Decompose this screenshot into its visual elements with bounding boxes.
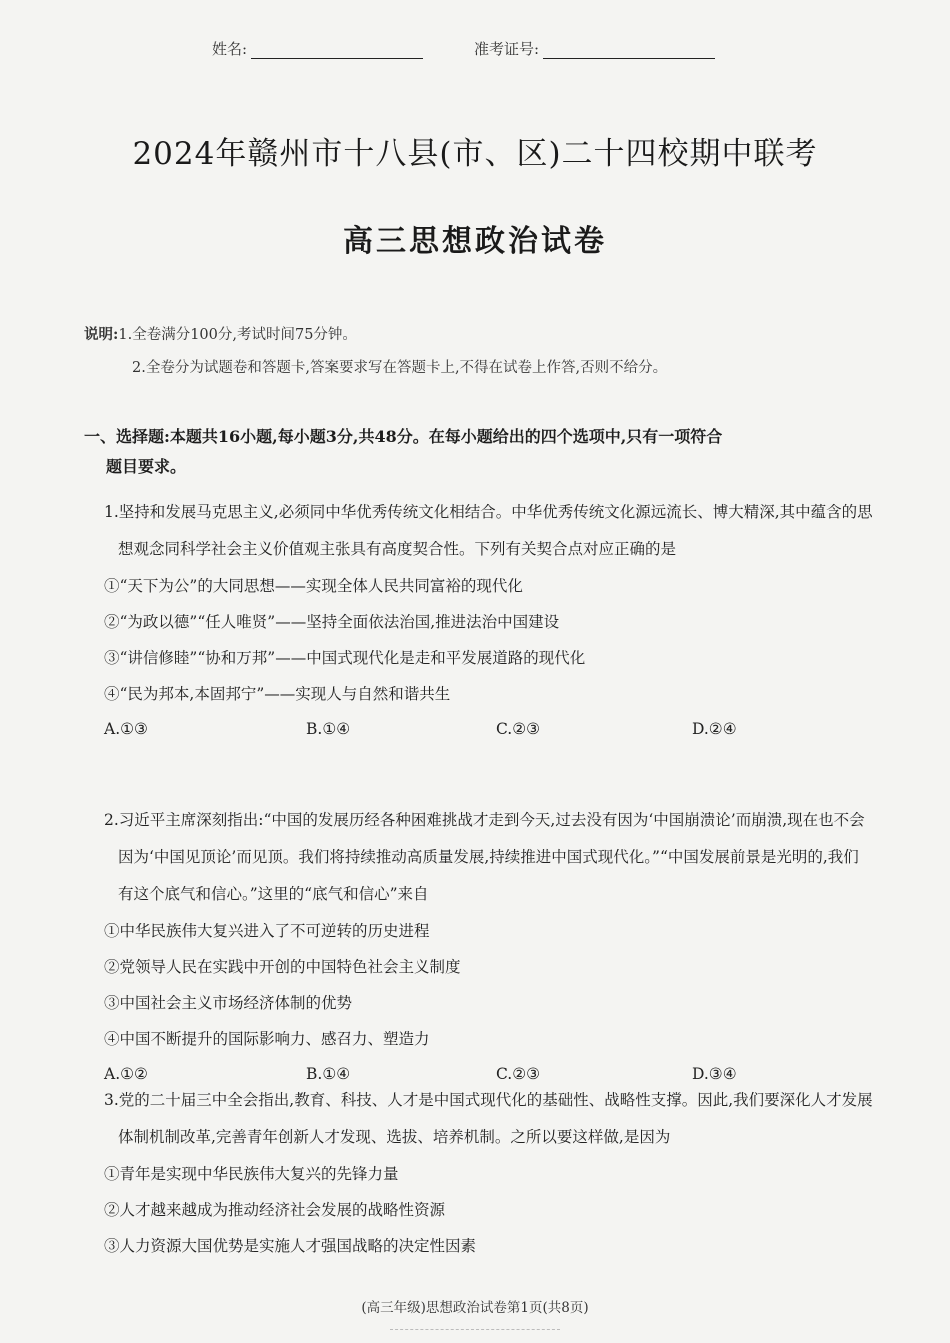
statement-option: ②党领导人民在实践中开创的中国特色社会主义制度	[104, 958, 461, 976]
question-stem: 3.党的二十届三中全会指出,教育、科技、人才是中国式现代化的基础性、战略性支撑。因此,我们要深化人才发展体制机制改革,完善青年创新人才发现、选拔、培养机制。之所以要这样做,是因为	[104, 1091, 873, 1146]
name-blank-line	[251, 42, 423, 59]
statement-option: ③人力资源大国优势是实施人才强国战略的决定性因素	[104, 1237, 477, 1255]
instruction-2: 2.全卷分为试题卷和答题卡,答案要求写在答题卡上,不得在试卷上作答,否则不给分。	[132, 360, 668, 376]
statement-option: ④“民为邦本,本固邦宁”——实现人与自然和谐共生	[104, 685, 451, 703]
question-2	[104, 802, 874, 1091]
instruction-1: 说明:1.全卷满分100分,考试时间75分钟。	[84, 326, 357, 343]
statement-option: ③“讲信修睦”“协和万邦”——中国式现代化是走和平发展道路的现代化	[104, 649, 586, 667]
instructions-label: 说明:	[84, 326, 119, 343]
statement-option: ③中国社会主义市场经济体制的优势	[104, 994, 353, 1012]
choice-c: C.②③	[496, 720, 541, 738]
statement-option: ①青年是实现中华民族伟大复兴的先锋力量	[104, 1165, 399, 1183]
choice-b: B.①④	[306, 720, 351, 738]
question-stem: 2.习近平主席深刻指出:“中国的发展历经各种困难挑战才走到今天,过去没有因为‘中国崩溃论’而崩溃,现在也不会因为‘中国见顶论’而见顶。我们将持续推动高质量发展,持续推进中国式现代化。”“中国发展前景是光明的,我们有这个底气和信心。”这里的“底气和信心”来自	[104, 811, 865, 903]
exam-id-blank-line	[543, 42, 715, 59]
section-heading	[84, 422, 874, 482]
choice-a: A.①③	[104, 720, 148, 738]
choice-d: D.②④	[692, 720, 737, 738]
name-field	[212, 38, 423, 59]
scan-edge-divider	[390, 1329, 560, 1334]
candidate-info	[0, 38, 950, 66]
exam-title: 2024年赣州市十八县(市、区)二十四校期中联考	[132, 136, 818, 172]
choice-a: A.①②	[104, 1065, 148, 1083]
choice-c: C.②③	[496, 1065, 541, 1083]
choice-b: B.①④	[306, 1065, 351, 1083]
exam-id-label: 准考证号:	[474, 40, 540, 58]
question-1	[104, 494, 874, 746]
statement-option: ②“为政以德”“任人唯贤”——坚持全面依法治国,推进法治中国建设	[104, 613, 560, 631]
section-heading-line-2: 题目要求。	[106, 457, 187, 476]
instructions	[84, 318, 904, 385]
page-footer: (高三年级)思想政治试卷第1页(共8页)	[361, 1300, 589, 1316]
question-3	[104, 1082, 874, 1264]
choice-d: D.③④	[692, 1065, 737, 1083]
statement-option: ②人才越来越成为推动经济社会发展的战略性资源	[104, 1201, 446, 1219]
exam-id-field	[474, 38, 715, 59]
statement-option: ①“天下为公”的大同思想——实现全体人民共同富裕的现代化	[104, 577, 523, 595]
statement-option: ①中华民族伟大复兴进入了不可逆转的历史进程	[104, 922, 430, 940]
statement-option: ④中国不断提升的国际影响力、感召力、塑造力	[104, 1030, 430, 1048]
paper-title: 高三思想政治试卷	[343, 224, 607, 259]
answer-choices	[104, 712, 874, 746]
section-heading-line-1: 一、选择题:本题共16小题,每小题3分,共48分。在每小题给出的四个选项中,只有一项符合	[84, 427, 723, 446]
name-label: 姓名:	[212, 40, 248, 58]
question-stem: 1.坚持和发展马克思主义,必须同中华优秀传统文化相结合。中华优秀传统文化源远流长、博大精深,其中蕴含的思想观念同科学社会主义价值观主张具有高度契合性。下列有关契合点对应正确的是	[104, 503, 873, 558]
